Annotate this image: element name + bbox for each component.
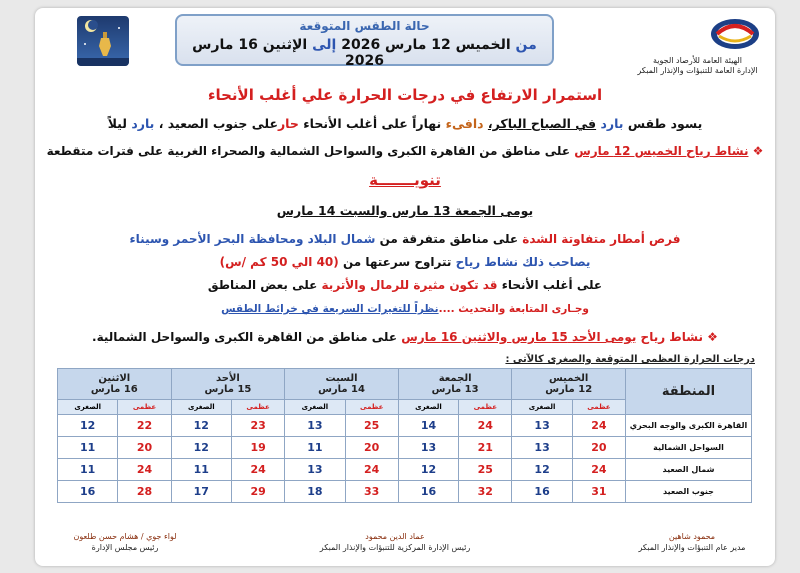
signatory-name: محمود شاهين bbox=[668, 532, 716, 541]
region-name: السواحل الشمالية bbox=[626, 437, 752, 459]
min-temp-cell: 12 bbox=[398, 459, 458, 481]
signatory-title: رئيس الإدارة المركزية للتنبؤات والإنذار المبكر bbox=[319, 543, 471, 552]
wind-lead: نشاط رياح الخميس 12 مارس bbox=[574, 144, 749, 158]
wind-text: على مناطق من القاهرة الكبرى والسواحل الشمالية. bbox=[92, 330, 398, 344]
max-temp-cell: 23 bbox=[231, 415, 284, 437]
bullet-icon: ❖ bbox=[752, 144, 764, 158]
day-name: الاثنين bbox=[98, 373, 131, 384]
rain-regions: شمال البلاد ومحافظة البحر الأحمر وسيناء bbox=[129, 232, 376, 246]
max-temp-cell: 32 bbox=[459, 481, 512, 503]
range-end: الإثنين 16 مارس 2026 bbox=[192, 37, 384, 69]
follow-up-line bbox=[45, 303, 765, 315]
table-header-row bbox=[58, 369, 752, 400]
signatory-title: مدير عام التنبؤات والإنذار المبكر bbox=[638, 543, 746, 552]
max-temp-cell: 33 bbox=[345, 481, 398, 503]
signatory-title: رئيس مجلس الإدارة bbox=[91, 543, 159, 552]
max-temp-cell: 22 bbox=[118, 415, 171, 437]
min-temp-cell: 18 bbox=[285, 481, 345, 503]
wind-lead: نشاط رياح bbox=[640, 330, 703, 344]
wind-bullet-2 bbox=[45, 330, 765, 344]
temperature-table bbox=[57, 368, 752, 503]
min-temp-cell: 13 bbox=[512, 437, 572, 459]
forecast-card bbox=[35, 8, 775, 566]
max-temp-cell: 24 bbox=[118, 459, 171, 481]
max-temp-cell: 24 bbox=[572, 459, 625, 481]
day-header bbox=[171, 369, 285, 400]
max-temp-cell: 24 bbox=[459, 415, 512, 437]
min-temp-cell: 13 bbox=[398, 437, 458, 459]
summary-part: يسود طقس bbox=[627, 116, 703, 131]
max-label: عظمى bbox=[572, 400, 625, 415]
table-row bbox=[58, 415, 752, 437]
range-from-word: من bbox=[515, 37, 537, 53]
range-to-word: إلى bbox=[312, 37, 337, 53]
follow-up-reason: نظراً للتغيرات السريعة في خرائط الطقس bbox=[221, 303, 439, 315]
summary-warm: دافىء bbox=[445, 116, 484, 131]
max-temp-cell: 20 bbox=[118, 437, 171, 459]
wind-bullet-1 bbox=[45, 144, 765, 158]
min-temp-cell: 11 bbox=[171, 459, 231, 481]
min-temp-cell: 12 bbox=[171, 437, 231, 459]
org-line-2: الإدارة العامة للتنبؤات والإنذار المبكر bbox=[637, 66, 758, 75]
summary-part: على جنوب الصعيد ، bbox=[158, 116, 278, 131]
rain-intensity: فرص أمطار متفاوتة الشدة bbox=[522, 232, 681, 246]
signatory-name: لواء جوي / هشام حسن طلعون bbox=[73, 532, 177, 541]
max-temp-cell: 25 bbox=[345, 415, 398, 437]
max-temp-cell: 20 bbox=[572, 437, 625, 459]
summary-part: ليلاً bbox=[107, 116, 127, 131]
wind-days: يومى الأحد 15 مارس والاثنين 16 مارس bbox=[401, 330, 637, 344]
min-label: الصغرى bbox=[512, 400, 572, 415]
min-temp-cell: 13 bbox=[285, 415, 345, 437]
day-header bbox=[285, 369, 399, 400]
signature-2 bbox=[285, 531, 505, 553]
max-label: عظمى bbox=[459, 400, 512, 415]
min-temp-cell: 11 bbox=[58, 459, 118, 481]
day-date: 16 مارس bbox=[90, 384, 138, 395]
region-header: المنطقة bbox=[626, 369, 752, 415]
min-temp-cell: 17 bbox=[171, 481, 231, 503]
region-name: القاهرة الكبرى والوجه البحري bbox=[626, 415, 752, 437]
day-name: الجمعة bbox=[438, 373, 472, 384]
day-name: الأحد bbox=[215, 373, 240, 384]
wind-speed-lead: يصاحب ذلك نشاط رياح bbox=[455, 255, 591, 269]
day-date: 14 مارس bbox=[318, 384, 365, 395]
min-label: الصغرى bbox=[171, 400, 231, 415]
organization-name bbox=[635, 56, 760, 76]
rain-line bbox=[45, 232, 765, 246]
follow-up-text: وجـارى المتابعة والتحديث .... bbox=[438, 303, 589, 315]
day-name: السبت bbox=[325, 373, 358, 384]
min-label: الصغرى bbox=[285, 400, 345, 415]
signature-1 bbox=[617, 531, 767, 553]
dust-line bbox=[45, 278, 765, 292]
headline: استمرار الارتفاع في درجات الحرارة علي أغلب الأنحاء bbox=[207, 86, 603, 104]
min-label: الصغرى bbox=[58, 400, 118, 415]
min-temp-cell: 12 bbox=[512, 459, 572, 481]
min-temp-cell: 12 bbox=[58, 415, 118, 437]
max-temp-cell: 29 bbox=[231, 481, 284, 503]
ema-logo bbox=[703, 14, 767, 54]
summary-cold: بارد bbox=[131, 116, 155, 131]
max-label: عظمى bbox=[345, 400, 398, 415]
dust-text: على بعض المناطق bbox=[207, 278, 318, 292]
max-temp-cell: 19 bbox=[231, 437, 284, 459]
table-title: درجات الحرارة العظمى المتوقعة والصغرى كالآتى : bbox=[505, 354, 755, 365]
min-temp-cell: 11 bbox=[285, 437, 345, 459]
min-temp-cell: 16 bbox=[398, 481, 458, 503]
wind-speed-value: (40 الي 50 كم /س) bbox=[219, 255, 339, 269]
table-row bbox=[58, 481, 752, 503]
summary-part: في الصباح الباكر، bbox=[487, 116, 597, 131]
day-header bbox=[58, 369, 172, 400]
forecast-date-range bbox=[177, 37, 552, 69]
day-header bbox=[398, 369, 512, 400]
min-temp-cell: 13 bbox=[512, 415, 572, 437]
bullet-icon: ❖ bbox=[707, 330, 718, 344]
forecast-title: حالة الطقس المتوقعة bbox=[299, 19, 430, 33]
summary-part: نهاراً على أغلب الأنحاء bbox=[303, 116, 442, 131]
min-temp-cell: 13 bbox=[285, 459, 345, 481]
wind-speed-text: تتراوح سرعتها من bbox=[342, 255, 452, 269]
day-date: 15 مارس bbox=[204, 384, 252, 395]
max-label: عظمى bbox=[231, 400, 284, 415]
max-temp-cell: 24 bbox=[572, 415, 625, 437]
summary-hot: حار bbox=[277, 116, 299, 131]
ramadan-lantern-image bbox=[77, 16, 129, 66]
summary-line bbox=[45, 116, 765, 131]
day-date: 12 مارس bbox=[545, 384, 593, 395]
wind-speed-line bbox=[45, 255, 765, 269]
max-temp-cell: 24 bbox=[345, 459, 398, 481]
min-label: الصغرى bbox=[398, 400, 458, 415]
note-days: يومى الجمعة 13 مارس والسبت 14 مارس bbox=[276, 203, 534, 218]
dust-text: على أغلب الأنحاء bbox=[501, 278, 603, 292]
region-name: جنوب الصعيد bbox=[626, 481, 752, 503]
rain-text: على مناطق متفرقة من bbox=[379, 232, 519, 246]
max-temp-cell: 24 bbox=[231, 459, 284, 481]
min-temp-cell: 12 bbox=[171, 415, 231, 437]
min-temp-cell: 16 bbox=[512, 481, 572, 503]
day-name: الخميس bbox=[549, 373, 589, 384]
dust-warning: قد تكون مثيرة للرمال والأتربة bbox=[321, 278, 498, 292]
title-box bbox=[175, 14, 554, 69]
summary-cold: بارد bbox=[600, 116, 624, 131]
max-label: عظمى bbox=[118, 400, 171, 415]
table-row bbox=[58, 437, 752, 459]
wind-text: على مناطق من القاهرة الكبرى والسواحل الشمالية والصحراء الغربية على فترات متقطعة bbox=[46, 144, 571, 158]
min-temp-cell: 11 bbox=[58, 437, 118, 459]
note-heading: تنويـــــــة bbox=[369, 171, 441, 189]
max-temp-cell: 20 bbox=[345, 437, 398, 459]
min-temp-cell: 16 bbox=[58, 481, 118, 503]
org-line-1: الهيئة العامة للأرصاد الجوية bbox=[653, 56, 742, 65]
day-header bbox=[512, 369, 626, 400]
max-temp-cell: 31 bbox=[572, 481, 625, 503]
range-start: الخميس 12 مارس 2026 bbox=[341, 37, 511, 53]
min-temp-cell: 14 bbox=[398, 415, 458, 437]
max-temp-cell: 25 bbox=[459, 459, 512, 481]
max-temp-cell: 28 bbox=[118, 481, 171, 503]
signatory-name: عماد الدين محمود bbox=[365, 532, 425, 541]
table-row bbox=[58, 459, 752, 481]
max-temp-cell: 21 bbox=[459, 437, 512, 459]
signature-3 bbox=[50, 531, 200, 553]
region-name: شمال الصعيد bbox=[626, 459, 752, 481]
day-date: 13 مارس bbox=[431, 384, 479, 395]
